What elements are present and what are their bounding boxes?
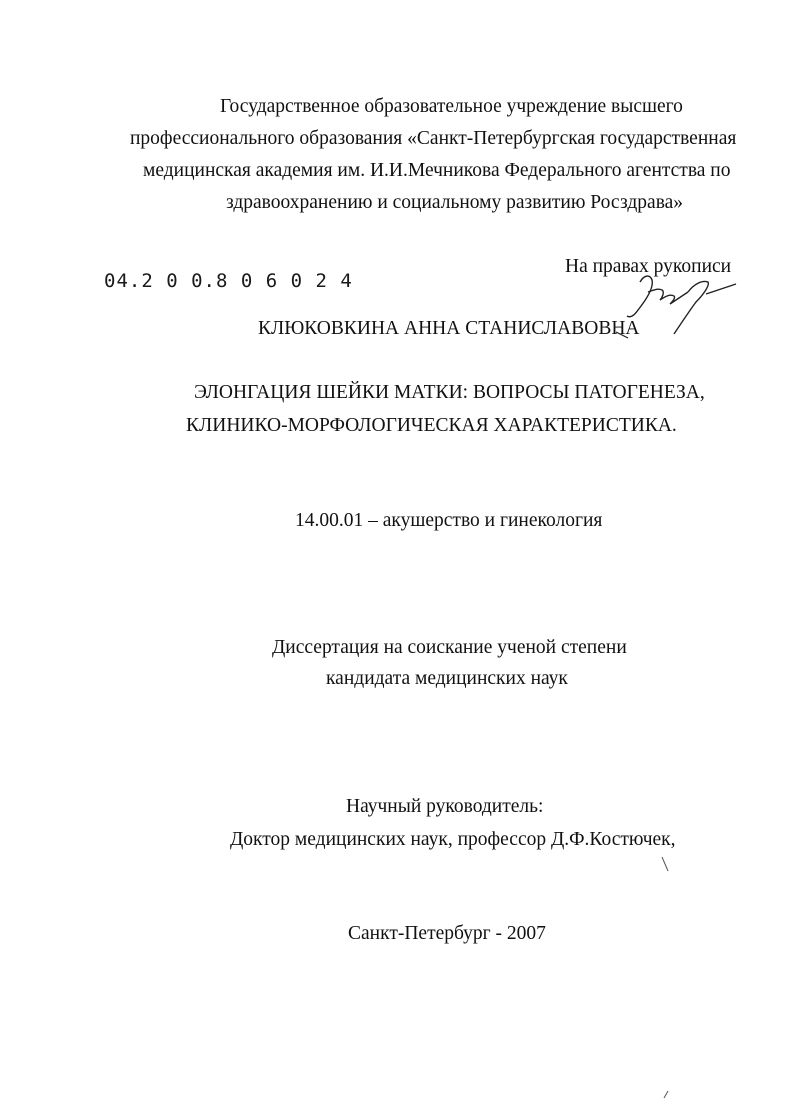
dissertation-line-1: Диссертация на соискание ученой степени	[272, 637, 627, 658]
institution-line-2: профессионального образования «Санкт-Петербургская государственная	[130, 128, 737, 149]
rights-note: На правах рукописи	[565, 256, 732, 277]
city-year: Санкт-Петербург - 2007	[348, 923, 546, 944]
supervisor-label: Научный руководитель:	[346, 796, 544, 817]
author-name: КЛЮКОВКИНА АННА СТАНИСЛАВОВНА	[258, 318, 640, 339]
dissertation-line-2: кандидата медицинских наук	[326, 668, 568, 689]
title-line-1: ЭЛОНГАЦИЯ ШЕЙКИ МАТКИ: ВОПРОСЫ ПАТОГЕНЕЗА,	[194, 382, 705, 403]
supervisor-name: Доктор медицинских наук, профессор Д.Ф.Костючек,	[230, 829, 676, 850]
registration-stamp: 04.2 0 0.8 0 6 0 2 4	[104, 270, 353, 292]
pen-mark-icon	[662, 1090, 670, 1100]
institution-line-1: Государственное образовательное учреждение высшего	[220, 96, 683, 117]
pen-mark-icon	[660, 855, 670, 875]
institution-line-4: здравоохранению и социальному развитию Росздрава»	[226, 192, 684, 213]
specialty-code: 14.00.01 – акушерство и гинекология	[295, 510, 603, 531]
institution-line-3: медицинская академия им. И.И.Мечникова Федерального агентства по	[143, 160, 731, 181]
title-line-2: КЛИНИКО-МОРФОЛОГИЧЕСКАЯ ХАРАКТЕРИСТИКА.	[186, 415, 677, 436]
